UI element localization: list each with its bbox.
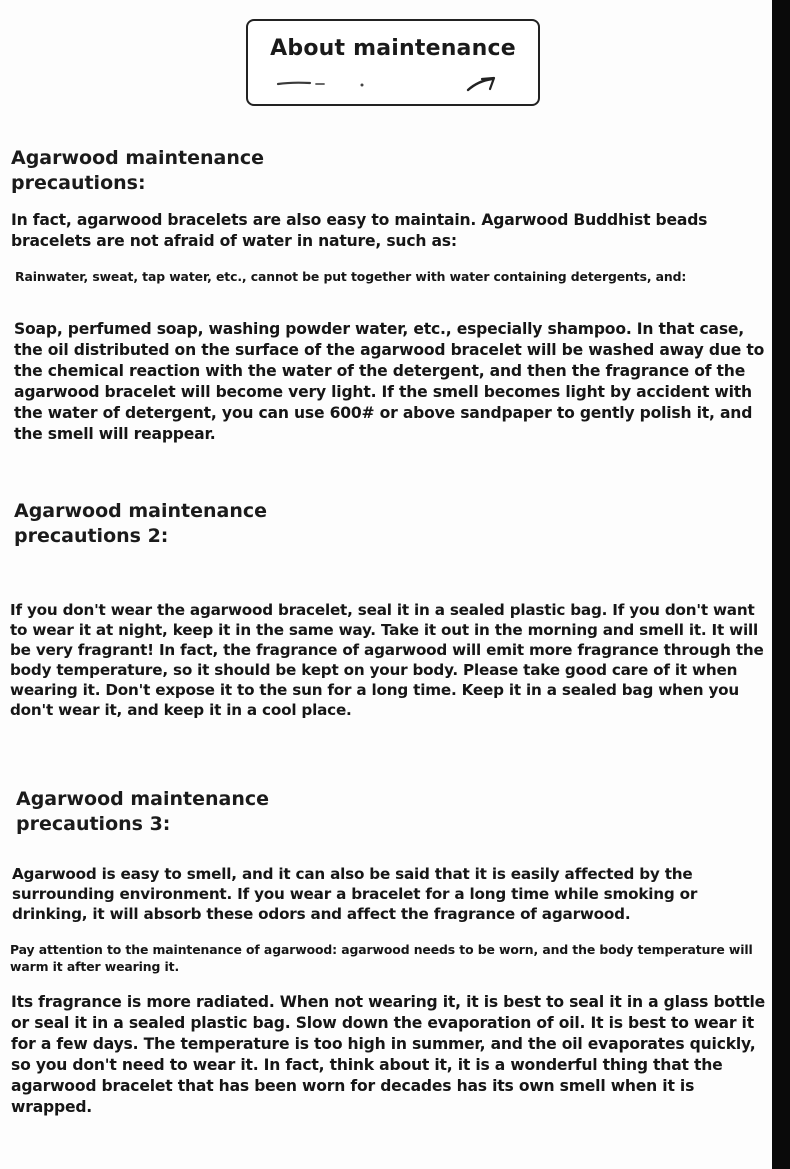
- brush-stroke-decoration: [272, 75, 512, 95]
- section-2-heading: [14, 499, 414, 549]
- section-1-heading-line1: Agarwood maintenance: [11, 147, 265, 169]
- page-title: About maintenance: [270, 36, 516, 61]
- section-3-note: Pay attention to the maintenance of agarwood: agarwood needs to be worn, and the body temperature will warm it after wearing it.: [10, 942, 753, 974]
- section-1-note: Rainwater, sweat, tap water, etc., cannot be put together with water containing detergents, and:: [15, 269, 687, 284]
- section-1-heading: [11, 146, 411, 196]
- section-3-intro: Agarwood is easy to smell, and it can also be said that it is easily affected by the surrounding environment. If you wear a bracelet for a long time while smoking or drinking, it will absorb these odors and affect the fragrance of agarwood.: [12, 865, 698, 923]
- section-2-heading-line2: precautions 2:: [14, 525, 169, 547]
- title-box: [246, 19, 540, 106]
- section-2-heading-line1: Agarwood maintenance: [14, 500, 268, 522]
- section-3-heading: [16, 787, 416, 837]
- section-2-body: If you don't wear the agarwood bracelet, seal it in a sealed plastic bag. If you don't want to wear it at night, keep it in the same way. Take it out in the morning and smell it. It will be very fragrant! In fact, the fragrance of agarwood will emit more fragrance through the body temperature, so it should be kept on your body. Please take good care of it when wearing it. Don't expose it to the sun for a long time. Keep it in a sealed bag when you don't wear it, and keep it in a cool place.: [10, 601, 764, 719]
- section-3-heading-line2: precautions 3:: [16, 813, 171, 835]
- section-1-heading-line2: precautions:: [11, 172, 146, 194]
- section-3-body: Its fragrance is more radiated. When not wearing it, it is best to seal it in a glass bottle or seal it in a sealed plastic bag. Slow down the evaporation of oil. It is best to wear it for a few days. The temperature is too high in summer, and the oil evaporates quickly, so you don't need to wear it. In fact, think about it, it is a wonderful thing that the agarwood bracelet that has been worn for decades has its own smell when it is wrapped.: [11, 993, 766, 1116]
- section-1-intro: In fact, agarwood bracelets are also easy to maintain. Agarwood Buddhist beads bracelets are not afraid of water in nature, such as:: [11, 211, 708, 250]
- right-edge-border: [772, 0, 790, 1169]
- section-1-body: Soap, perfumed soap, washing powder water, etc., especially shampoo. In that case, the oil distributed on the surface of the agarwood bracelet will be washed away due to the chemical reaction with the water of the detergent, and then the fragrance of the agarwood bracelet will become very light. If the smell becomes light by accident with the water of detergent, you can use 600# or above sandpaper to gently polish it, and the smell will reappear.: [14, 320, 765, 443]
- section-3-heading-line1: Agarwood maintenance: [16, 788, 270, 810]
